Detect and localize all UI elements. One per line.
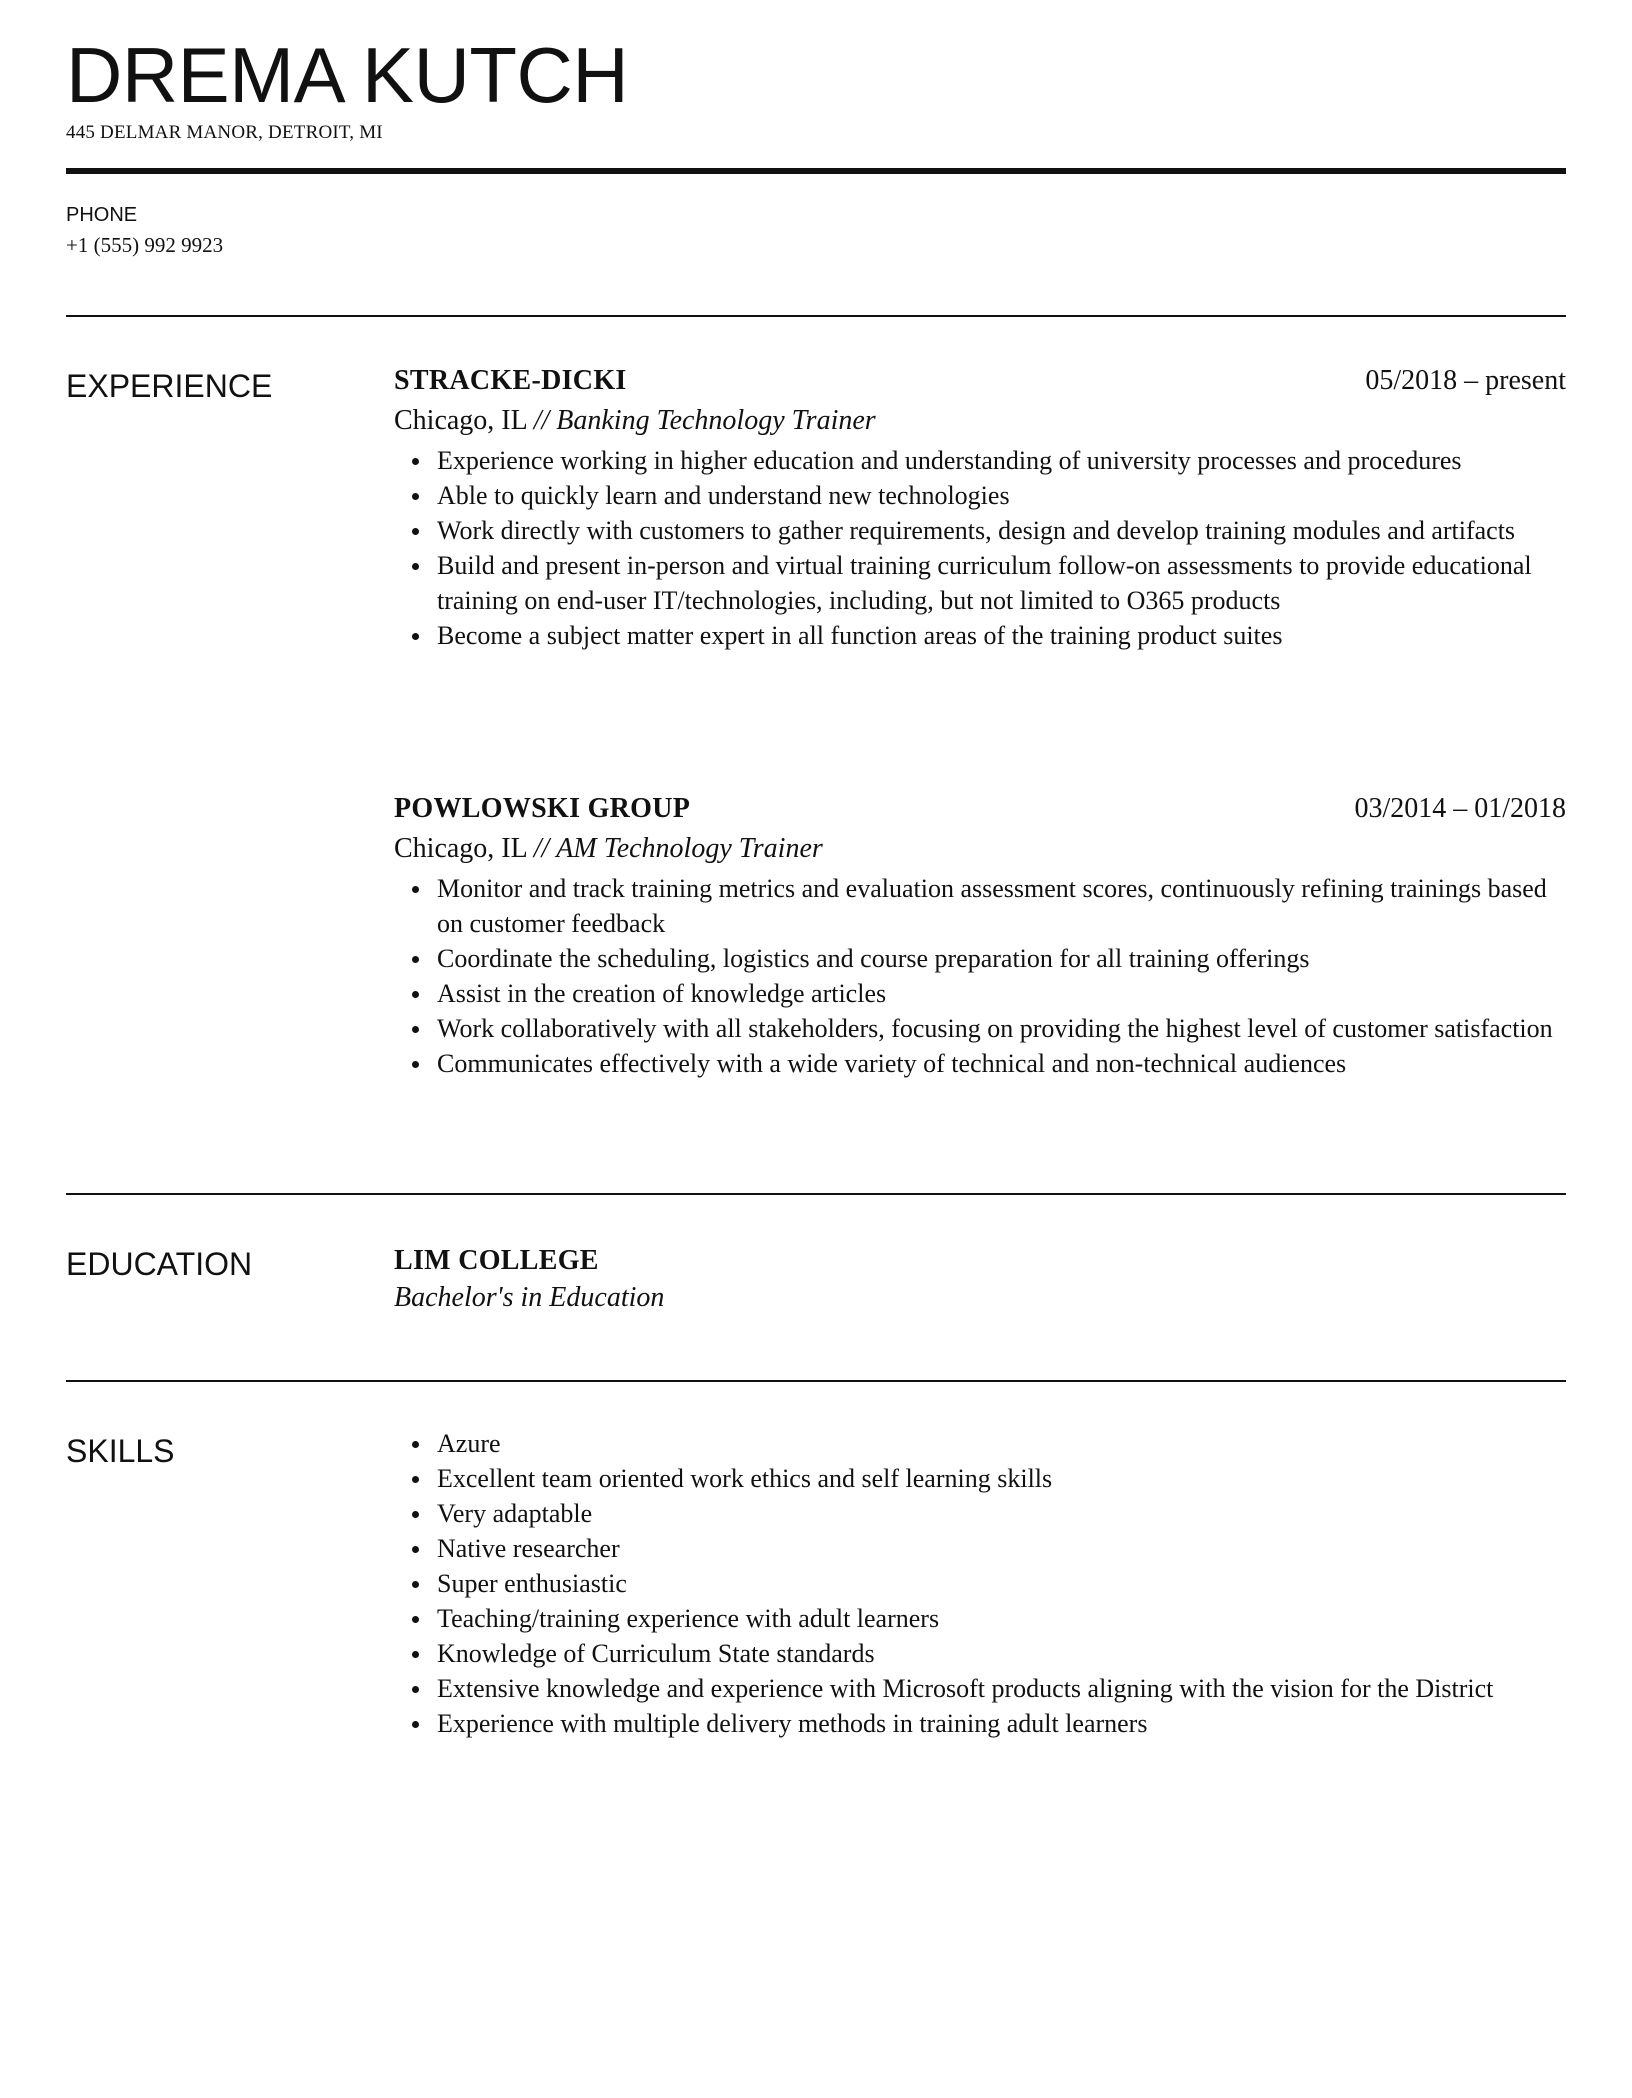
candidate-address: 445 DELMAR MANOR, DETROIT, MI bbox=[66, 122, 383, 143]
experience-job bbox=[394, 791, 1566, 1081]
experience-heading: EXPERIENCE bbox=[66, 368, 273, 404]
header-divider bbox=[66, 168, 1566, 174]
list-item: Coordinate the scheduling, logistics and course preparation for all training offerings bbox=[437, 941, 1566, 976]
list-item: Teaching/training experience with adult learners bbox=[437, 1601, 1566, 1636]
list-item: Extensive knowledge and experience with Microsoft products aligning with the vision for the District bbox=[437, 1671, 1566, 1706]
job-bullet-list bbox=[394, 871, 1566, 1081]
list-item: Knowledge of Curriculum State standards bbox=[437, 1636, 1566, 1671]
education-heading: EDUCATION bbox=[66, 1246, 253, 1282]
job-dates: 03/2014 – 01/2018 bbox=[1354, 793, 1566, 824]
job-title: Banking Technology Trainer bbox=[556, 405, 876, 436]
list-item: Experience with multiple delivery methods in training adult learners bbox=[437, 1706, 1566, 1741]
phone-value: +1 (555) 992 9923 bbox=[66, 233, 224, 257]
job-subline bbox=[394, 403, 1566, 439]
phone-label: PHONE bbox=[66, 204, 138, 226]
section-divider bbox=[66, 315, 1566, 317]
job-subline bbox=[394, 831, 1566, 867]
skills-list bbox=[394, 1426, 1566, 1741]
list-item: Work directly with customers to gather requirements, design and develop training modules and artifacts bbox=[437, 513, 1566, 548]
list-item: Communicates effectively with a wide variety of technical and non-technical audiences bbox=[437, 1046, 1566, 1081]
section-divider bbox=[66, 1380, 1566, 1382]
list-item: Super enthusiastic bbox=[437, 1566, 1566, 1601]
list-item: Native researcher bbox=[437, 1531, 1566, 1566]
job-company: STRACKE-DICKI bbox=[394, 365, 627, 396]
job-bullet-list bbox=[394, 443, 1566, 653]
list-item: Experience working in higher education and understanding of university processes and procedures bbox=[437, 443, 1566, 478]
list-item: Work collaboratively with all stakeholders, focusing on providing the highest level of customer satisfaction bbox=[437, 1011, 1566, 1046]
section-divider bbox=[66, 1193, 1566, 1195]
education-entry bbox=[394, 1243, 1566, 1317]
list-item: Become a subject matter expert in all function areas of the training product suites bbox=[437, 618, 1566, 653]
list-item: Monitor and track training metrics and evaluation assessment scores, continuously refining trainings based on customer feedback bbox=[437, 871, 1566, 941]
job-dates: 05/2018 – present bbox=[1365, 365, 1566, 396]
job-company: POWLOWSKI GROUP bbox=[394, 793, 691, 824]
skills-content bbox=[394, 1426, 1566, 1741]
experience-job bbox=[394, 363, 1566, 653]
list-item: Assist in the creation of knowledge articles bbox=[437, 976, 1566, 1011]
list-item: Excellent team oriented work ethics and self learning skills bbox=[437, 1461, 1566, 1496]
job-location: Chicago, IL bbox=[394, 833, 527, 864]
job-separator: // bbox=[533, 833, 550, 864]
candidate-name: DREMA KUTCH bbox=[66, 31, 629, 119]
education-degree: Bachelor's in Education bbox=[394, 1282, 665, 1313]
list-item: Able to quickly learn and understand new technologies bbox=[437, 478, 1566, 513]
skills-heading: SKILLS bbox=[66, 1433, 175, 1469]
education-school: LIM COLLEGE bbox=[394, 1245, 599, 1276]
job-separator: // bbox=[533, 405, 550, 436]
list-item: Azure bbox=[437, 1426, 1566, 1461]
list-item: Build and present in-person and virtual training curriculum follow-on assessments to provide educational training on end-user IT/technologies, including, but not limited to O365 products bbox=[437, 548, 1566, 618]
list-item: Very adaptable bbox=[437, 1496, 1566, 1531]
job-location: Chicago, IL bbox=[394, 405, 527, 436]
job-title: AM Technology Trainer bbox=[556, 833, 823, 864]
